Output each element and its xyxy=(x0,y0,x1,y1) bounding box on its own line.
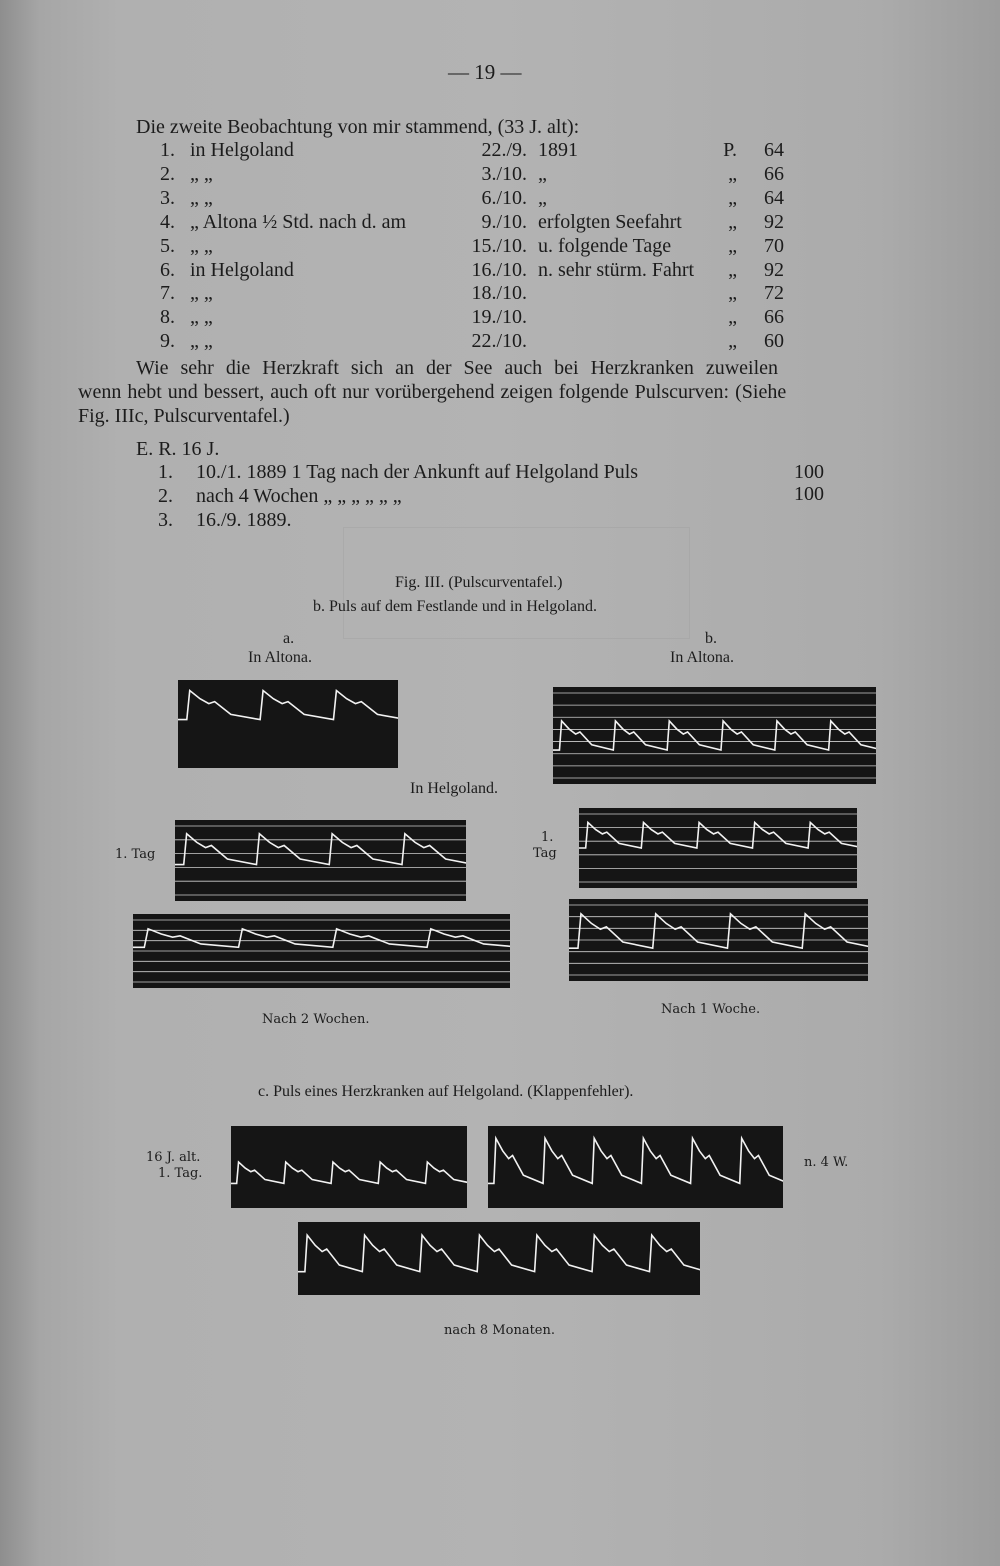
observation-unit: P. xyxy=(723,139,737,161)
pulse-trace-graphic xyxy=(133,914,510,988)
col-b-letter: b. xyxy=(705,630,717,647)
case-line-text: 16./9. 1889. xyxy=(196,509,292,531)
observation-pulse: 66 xyxy=(764,306,784,328)
observation-pulse: 64 xyxy=(764,187,784,209)
c-age-label: 16 J. alt. xyxy=(146,1150,201,1165)
pulse-trace-altona-a xyxy=(178,680,398,768)
after-2-weeks-label: Nach 2 Wochen. xyxy=(262,1012,370,1027)
section-c-caption: c. Puls eines Herzkranken auf Helgoland. (Klappenfehler). xyxy=(258,1083,634,1100)
pulse-trace-graphic xyxy=(579,808,857,888)
observation-place: in Helgoland xyxy=(190,139,294,161)
observation-place: „ „ xyxy=(190,282,213,304)
observation-num: 7. xyxy=(160,282,175,304)
case-line-num: 3. xyxy=(158,509,173,531)
c-4-weeks-label: n. 4 W. xyxy=(804,1155,849,1170)
observation-num: 6. xyxy=(160,259,175,281)
pulse-trace-graphic xyxy=(175,820,466,901)
figure-title: Fig. III. (Pulscurventafel.) xyxy=(395,574,563,591)
observation-date: 15./10. xyxy=(471,235,527,257)
observation-date: 6./10. xyxy=(481,187,527,209)
after-1-week-label: Nach 1 Woche. xyxy=(661,1002,761,1017)
observation-unit: „ xyxy=(728,282,737,304)
observation-unit: „ xyxy=(728,163,737,185)
observation-pulse: 60 xyxy=(764,330,784,352)
observation-place: „ „ xyxy=(190,306,213,328)
c-day-label: 1. Tag. xyxy=(158,1166,203,1181)
paragraph-line-1: Wie sehr die Herzkraft sich an der See auch bei Herzkranken zuweilen xyxy=(136,357,779,379)
observation-unit: „ xyxy=(728,211,737,233)
case-line-text: 10./1. 1889 1 Tag nach der Ankunft auf Helgoland Puls xyxy=(196,461,639,483)
pulse-trace-after-1-week xyxy=(569,899,868,981)
pulse-trace-graphic xyxy=(553,687,876,784)
case-line-num: 1. xyxy=(158,461,173,483)
observation-date: 22./10. xyxy=(471,330,527,352)
pulse-curve xyxy=(231,1162,467,1183)
observation-place: „ „ xyxy=(190,187,213,209)
observation-unit: „ xyxy=(728,259,737,281)
observation-year: „ xyxy=(538,187,547,209)
observation-unit: „ xyxy=(728,235,737,257)
observation-year: erfolgten Seefahrt xyxy=(538,211,682,233)
pulse-trace-after-2-weeks xyxy=(133,914,510,988)
pulse-trace-c-day1 xyxy=(231,1126,467,1208)
pulse-curve xyxy=(133,929,510,948)
observation-pulse: 70 xyxy=(764,235,784,257)
observation-year: „ xyxy=(538,163,547,185)
observation-unit: „ xyxy=(728,306,737,328)
observation-num: 1. xyxy=(160,139,175,161)
observation-num: 9. xyxy=(160,330,175,352)
case-line-text: nach 4 Wochen „ „ „ „ „ „ xyxy=(196,485,402,507)
day1-b-label: Tag xyxy=(533,846,557,861)
observation-date: 9./10. xyxy=(481,211,527,233)
observation-unit: „ xyxy=(728,330,737,352)
col-a-letter: a. xyxy=(283,630,295,647)
observation-year: n. sehr stürm. Fahrt xyxy=(538,259,695,281)
intro-line: Die zweite Beobachtung von mir stammend, (33 J. alt): xyxy=(136,116,580,138)
observation-date: 22./9. xyxy=(481,139,527,161)
day1-a-label: 1. Tag xyxy=(115,847,156,862)
observation-year: u. folgende Tage xyxy=(538,235,672,257)
pulse-trace-graphic xyxy=(298,1222,700,1295)
day1-b-number: 1. xyxy=(541,830,554,845)
case-line-value: 100 xyxy=(794,483,824,505)
observation-place: „ „ xyxy=(190,330,213,352)
pulse-trace-graphic xyxy=(231,1126,467,1208)
observation-date: 18./10. xyxy=(471,282,527,304)
observation-date: 19./10. xyxy=(471,306,527,328)
pulse-curve xyxy=(175,834,466,865)
helgoland-caption: In Helgoland. xyxy=(410,780,498,797)
observation-place: in Helgoland xyxy=(190,259,294,281)
observation-place: „ „ xyxy=(190,235,213,257)
pulse-trace-graphic xyxy=(178,680,398,768)
observation-unit: „ xyxy=(728,187,737,209)
pulse-curve xyxy=(569,914,868,948)
pulse-trace-c-8-months xyxy=(298,1222,700,1295)
figure-subtitle: b. Puls auf dem Festlande und in Helgoland. xyxy=(313,598,597,615)
case-line-value: 100 xyxy=(794,461,824,483)
case-header: E. R. 16 J. xyxy=(136,438,220,460)
pulse-curve xyxy=(553,721,876,750)
pulse-curve xyxy=(178,691,398,720)
c-8-months-label: nach 8 Monaten. xyxy=(444,1323,555,1338)
pulse-trace-helgoland-day1-a xyxy=(175,820,466,901)
observation-pulse: 64 xyxy=(764,139,784,161)
observation-num: 2. xyxy=(160,163,175,185)
observation-pulse: 92 xyxy=(764,211,784,233)
pulse-trace-graphic xyxy=(569,899,868,981)
pulse-trace-helgoland-day1-b xyxy=(579,808,857,888)
observation-date: 3./10. xyxy=(481,163,527,185)
page-number: — 19 — xyxy=(448,60,522,84)
observation-num: 3. xyxy=(160,187,175,209)
observation-date: 16./10. xyxy=(471,259,527,281)
observation-year: 1891 xyxy=(538,139,578,161)
pulse-trace-graphic xyxy=(488,1126,783,1208)
pulse-trace-altona-b xyxy=(553,687,876,784)
paragraph-line-2: wenn hebt und bessert, auch oft nur vorübergehend zeigen folgende Pulscurven: (Siehe xyxy=(78,381,787,403)
observation-num: 4. xyxy=(160,211,175,233)
case-line-num: 2. xyxy=(158,485,173,507)
pulse-curve xyxy=(579,822,857,848)
observation-pulse: 66 xyxy=(764,163,784,185)
paragraph-line-3: Fig. IIIc, Pulscurventafel.) xyxy=(78,405,290,427)
pulse-curve xyxy=(488,1138,783,1183)
observation-num: 8. xyxy=(160,306,175,328)
observation-pulse: 72 xyxy=(764,282,784,304)
pulse-trace-c-4-weeks xyxy=(488,1126,783,1208)
observation-place: „ „ xyxy=(190,163,213,185)
observation-place: „ Altona ½ Std. nach d. am xyxy=(190,211,407,233)
pulse-curve xyxy=(298,1235,700,1272)
observation-num: 5. xyxy=(160,235,175,257)
observation-pulse: 92 xyxy=(764,259,784,281)
col-b-place: In Altona. xyxy=(670,649,734,666)
col-a-place: In Altona. xyxy=(248,649,312,666)
